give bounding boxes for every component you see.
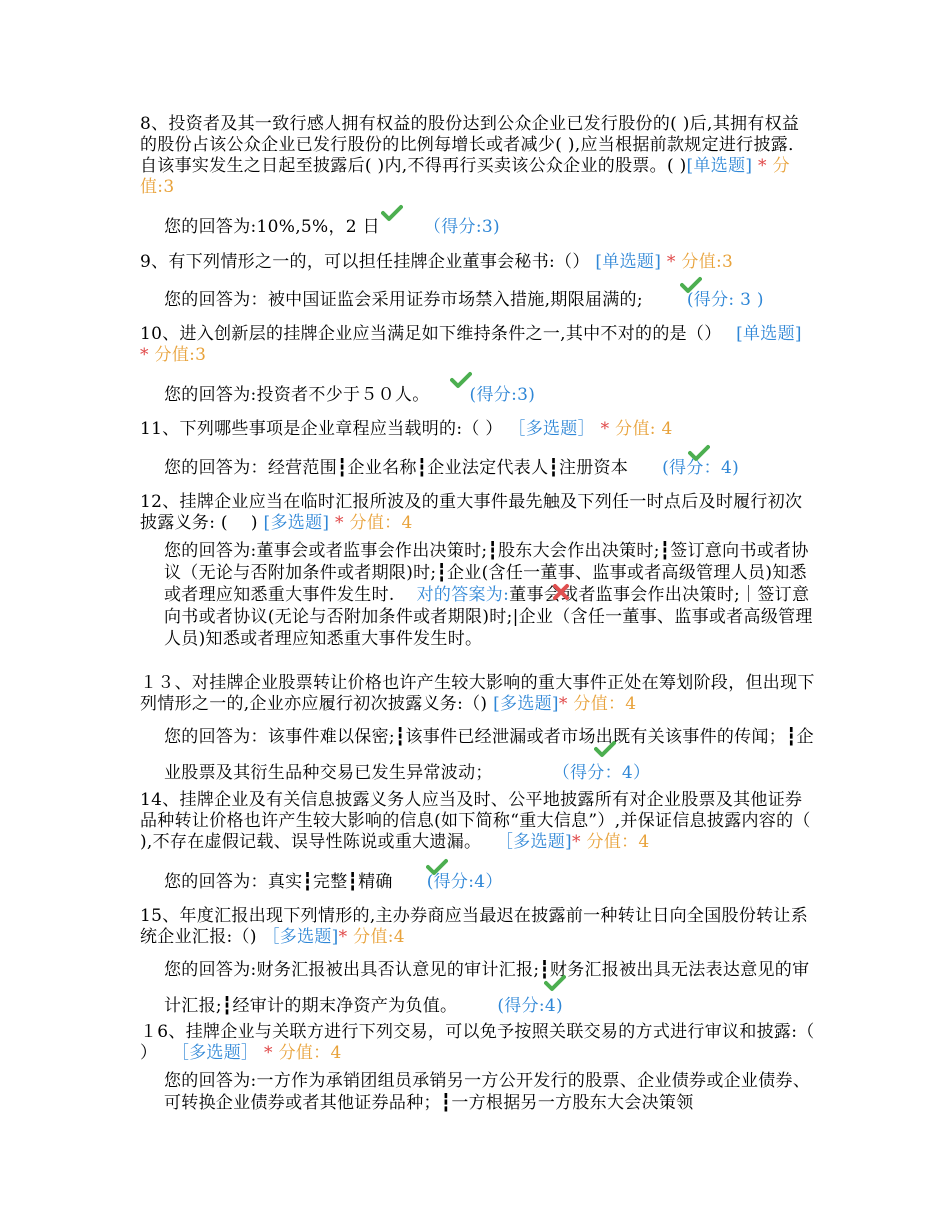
question-type-tag: ［多选题] (495, 832, 572, 852)
answer-14 (164, 872, 814, 893)
required-star: * (666, 252, 676, 272)
answer-8 (164, 217, 814, 238)
answer-11 (164, 458, 814, 479)
question-text: 、挂牌企业应当在临时汇报所波及的重大事件最先触及下列任一时点后及时履行初次披露义务: ( ) (140, 492, 803, 533)
question-number: 8 (140, 114, 152, 134)
check-icon (544, 974, 566, 992)
answer-prefix: 您的回答为: (164, 1071, 257, 1091)
question-text: 、挂牌企业与关联方进行下列交易，可以免予按照关联交易的方式进行审议和披露:（ ） (140, 1022, 815, 1063)
required-star: * (758, 156, 767, 176)
check-icon (594, 740, 616, 758)
answer-prefix: 您的回答为: (164, 217, 257, 237)
answer-text: 经营范围┇企业名称┇企业法定代表人┇注册资本 (267, 458, 629, 478)
check-icon (426, 858, 448, 876)
earned-score: （得分:3) (423, 217, 500, 237)
answer-text: 投资者不少于５０人。 (256, 385, 430, 405)
answer-text: 10%,5%，2 日 (256, 217, 380, 237)
answer-text: 真实┇完整┇精确 (267, 872, 393, 892)
earned-score: (得分:4) (497, 996, 563, 1016)
question-number: 14 (140, 790, 163, 810)
correct-answer-text: 董事会或者监事会作出决策时;｜签订意向书或者协议(无论与否附加条件或者期限)时;|企业（含任一董事、监事或者高级管理人员)知悉或者理应知悉重大事件发生时。 (164, 585, 813, 649)
question-12 (140, 492, 815, 534)
answer-15 (164, 952, 814, 1024)
question-type-tag: [多选题] (263, 513, 330, 533)
question-16 (140, 1022, 815, 1064)
answer-prefix: 您的回答为: (164, 960, 257, 980)
required-star: * (558, 694, 568, 714)
answer-text: 董事会或者监事会作出决策时;┇股东大会作出决策时;┇签订意向书或者协议（无论与否附加条件或者期限)时;┇企业(含任一董事、监事或者高级管理人员)知悉或者理应知悉重大事件发生时. (164, 541, 809, 605)
question-number: １３ (140, 673, 175, 693)
score-value: 分值：4 (573, 694, 637, 714)
score-value: 分值:3 (154, 345, 207, 365)
question-text: 、挂牌企业及有关信息披露义务人应当及时、公平地披露所有对企业股票及其他证券品种转让价格也许产生较大影响的信息(如下简称“重大信息”）,并保证信息披露内容的（ ),不存在虚假记载、误导性陈说或重大遗漏。 (140, 790, 834, 852)
question-type-tag: [单选题] (686, 156, 753, 176)
question-15 (140, 906, 815, 948)
question-type-tag: ［多选题] (262, 927, 339, 947)
question-type-tag: [单选题] (736, 324, 802, 344)
required-star: * (264, 1043, 273, 1063)
answer-text: 一方作为承销团组员承销另一方公开发行的股票、企业债券或企业债券、可转换企业债券或者其他证券品种；┇一方根据另一方股东大会决策领 (164, 1071, 811, 1113)
check-icon (688, 444, 710, 462)
answer-10 (164, 385, 814, 406)
question-number: 12 (140, 492, 163, 512)
score-value: 分值:3 (681, 252, 734, 272)
earned-score: （得分：4） (552, 763, 651, 783)
score-value: 分值：4 (278, 1043, 342, 1063)
answer-9 (164, 290, 814, 311)
cross-icon (552, 583, 570, 601)
check-icon (680, 276, 702, 294)
answer-prefix: 您的回答为： (164, 872, 268, 892)
required-star: * (338, 927, 348, 947)
required-star: * (600, 419, 610, 439)
answer-text: 该事件难以保密;┇该事件已经泄漏或者市场出既有关该事件的传闻；┇企业股票及其衍生品种交易已发生异常波动； (164, 727, 814, 783)
question-number: 10 (140, 324, 163, 344)
answer-text: 财务汇报被出具否认意见的审计汇报;┇财务汇报被出具无法表达意见的审计汇报;┇经审计的期末净资产为负值。 (164, 960, 810, 1016)
score-value: 分值: 4 (615, 419, 673, 439)
earned-score: (得分: 3 ) (686, 290, 764, 310)
question-text: 、投资者及其一致行感人拥有权益的股份达到公众企业已发行股份的( )后,其拥有权益的股份占该公众企业已发行股份的比例每增长或者减少( ),应当根据前款规定进行披露．自该事实发生之日起至披露后( )内,不得再行买卖该公众企业的股票。( ) (140, 114, 806, 176)
question-number: １6 (140, 1022, 169, 1042)
question-number: 9 (140, 252, 152, 272)
answer-prefix: 您的回答为: (164, 385, 257, 405)
required-star: * (335, 513, 344, 533)
required-star: * (572, 832, 581, 852)
answer-12 (164, 540, 814, 650)
question-14 (140, 790, 834, 853)
question-9 (140, 252, 815, 273)
question-type-tag: [单选题] (595, 252, 662, 272)
earned-score: (得分:3) (469, 385, 536, 405)
question-8 (140, 114, 815, 198)
correct-answer-label: 对的答案为: (416, 585, 510, 605)
check-icon (450, 371, 472, 389)
answer-prefix: 您的回答为: (164, 541, 257, 561)
question-type-tag: [多选题] (493, 694, 559, 714)
question-text: 、有下列情形之一的，可以担任挂牌企业董事会秘书:（） (151, 252, 590, 272)
question-13 (140, 673, 815, 715)
question-text: 、下列哪些事项是企业章程应当载明的:（ ） (162, 419, 503, 439)
score-value: 分值:4 (353, 927, 405, 947)
score-value: 分值：4 (349, 513, 413, 533)
answer-13 (164, 719, 814, 791)
question-type-tag: ［多选题］ (171, 1043, 259, 1063)
answer-prefix: 您的回答为： (164, 290, 268, 310)
answer-16 (164, 1070, 814, 1114)
question-type-tag: ［多选题］ (508, 419, 595, 439)
question-text: 、年度汇报出现下列情形的,主办券商应当最迟在披露前一种转让日向全国股份转让系统企业汇报:（) (140, 906, 809, 947)
question-text: 、进入创新层的挂牌企业应当满足如下维持条件之一,其中不对的的是（） (162, 324, 714, 344)
required-star: * (140, 345, 149, 365)
answer-text: 被中国证监会采用证券市场禁入措施,期限届满的; (267, 290, 643, 310)
score-value: 分值：4 (586, 832, 650, 852)
question-text: 、对挂牌企业股票转让价格也许产生较大影响的重大事件正处在筹划阶段，但出现下列情形之一的,企业亦应履行初次披露义务:（) (140, 673, 815, 714)
answer-prefix: 您的回答为： (164, 727, 268, 747)
score-value: 分值:3 (140, 156, 790, 197)
earned-score: (得分：4) (662, 458, 740, 478)
answer-prefix: 您的回答为： (164, 458, 268, 478)
earned-score: (得分:4） (426, 872, 503, 892)
question-number: 15 (140, 906, 163, 926)
question-11 (140, 419, 815, 440)
question-number: 11 (140, 419, 163, 439)
question-10 (140, 324, 815, 366)
check-icon (381, 204, 403, 222)
